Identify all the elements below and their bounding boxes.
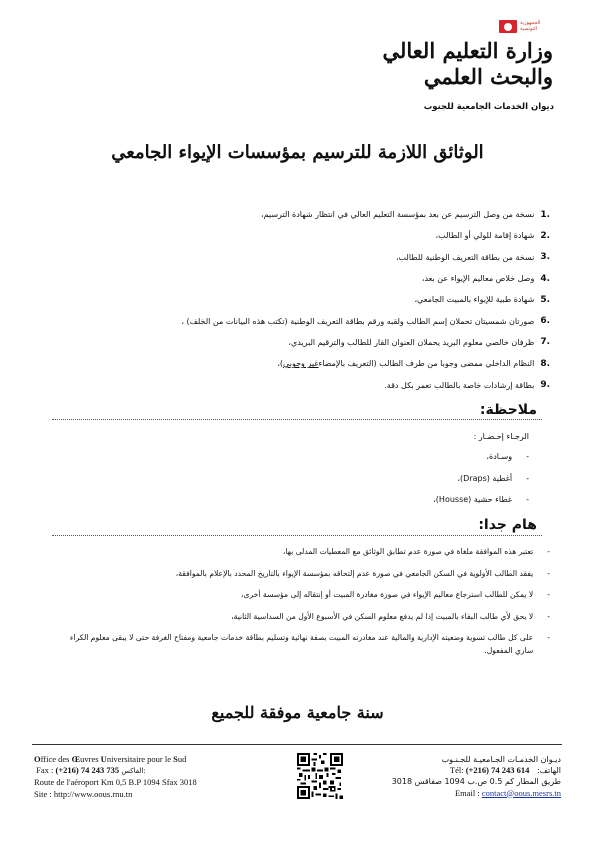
footer-french <box>34 754 284 800</box>
list-item: 8. النظام الداخلي ممضى وجوبا من طرف الطالب (التعريف بالإمضاء غير وجوبي )، <box>277 358 550 369</box>
tunisia-flag-icon <box>499 20 517 33</box>
ministry-line-2: والبحث العلمي <box>423 64 553 89</box>
motto: سنة جامعية موفقة للجميع <box>211 703 384 722</box>
list-item: - لا يمكن للطالب استرجاع معاليم الإيواء في صورة مغادرة المبيت أو إنتقاله إلى مؤسسة أخرى، <box>241 590 550 599</box>
important-heading: هام جدا: <box>478 517 537 533</box>
qr-code-icon <box>297 753 343 799</box>
note-list <box>229 446 529 511</box>
list-item: - أغطية (Draps)، <box>457 473 529 483</box>
list-item: 4. وصل خلاص معاليم الإيواء عن بعد، <box>421 273 550 284</box>
list-item: 6. صورتان شمسيتان تحملان إسم الطالب ولقبه ورقم بطاقة التعريف الوطنية (تكتب هذه البيانات من الخلف) ، <box>181 316 550 327</box>
site-link[interactable]: http://www.oous.rnu.tn <box>53 788 133 799</box>
divider <box>52 419 542 420</box>
office-name-french: Office des Œuvres Universitaire pour le Sud <box>34 754 187 764</box>
office-name-arabic: ديوان الخدمات الجامعية للجنوب <box>423 102 554 112</box>
ministry-logo <box>333 38 553 90</box>
address-french: Route de l'aéroport Km 0,5 B.P 1094 Sfax 3018 <box>34 777 197 788</box>
list-item: - على كل طالب تسوية وضعيته الإدارية والمالية عند مغادرته المبيت بصفة نهائية وتسليم بطاقة خدمات جامعية ومفتاح الغرفة حتى لا يبقى معلوم الكراء ساري المفعول. <box>69 633 550 655</box>
ministry-line-1: وزارة التعليم العالي <box>382 38 553 63</box>
note-intro: الرجـاء إحـضـار : <box>473 432 529 441</box>
list-item: - يفقد الطالب الأولوية في السكن الجامعي في صورة عدم إلتحاقه بمؤسسة الإيواء بالتاريخ المحدد بالإعلام بالموافقة، <box>175 568 550 578</box>
footer-divider <box>32 744 562 745</box>
list-item: 3. نسخة من بطاقة التعريف الوطنية للطالب، <box>395 252 550 263</box>
list-item: 2. شهادة إقامة للولي أو الطالب، <box>435 230 550 241</box>
tel-line: الهاتف: Tél: (+216) 74 243 614 <box>449 765 561 776</box>
footer-arabic <box>361 754 561 799</box>
email-link[interactable]: contact@oous.mesrs.tn <box>481 787 561 798</box>
important-list <box>50 545 550 666</box>
email-line: Email : contact@oous.mesrs.tn <box>454 787 561 798</box>
list-item: 9. بطاقة إرشادات خاصة بالطالب تعمر بكل دقة. <box>384 380 550 391</box>
list-item: - غطاء حشية (Housse)، <box>433 495 529 505</box>
required-documents-list <box>70 204 550 396</box>
list-item: - وسـادة، <box>486 452 529 462</box>
list-item: - تعتبر هذه الموافقة ملغاة في صورة عدم تطابق الوثائق مع المعطيات المدلى بها، <box>282 547 550 556</box>
office-name-arabic-footer: ديـوان الخدمـات الجـامعيـة للجـنـوب <box>441 755 561 764</box>
note-heading: ملاحظة: <box>479 402 537 418</box>
fax-line: Fax : (+216) 74 243 735 الفاكس: <box>36 765 146 776</box>
republic-label: الجمهورية التونسية <box>520 20 541 32</box>
list-item: 1. نسخة من وصل الترسيم عن بعد بمؤسسة التعليم العالي في انتظار شهادة الترسيم، <box>261 209 550 220</box>
address-arabic: طريق المطار كم 0.5 ص.ب 1094 صفاقس 3018 <box>391 777 561 787</box>
list-item: - لا يحق لأي طالب البقاء بالمبيت إذا لم يدفع معلوم السكن في الأسبوع الأول من السداسية الثانية، <box>231 611 550 621</box>
site-line: Site : http://www.oous.rnu.tn <box>34 788 133 799</box>
list-item: 7. ظرفان خالصي معلوم البريد يحملان العنوان القار للطالب والترقيم البريدي، <box>288 337 550 348</box>
list-item: 5. شهادة طبية للإيواء بالمبيت الجامعي، <box>414 294 550 305</box>
page-title: الوثائق اللازمة للترسيم بمؤسسات الإيواء الجامعي <box>111 142 484 163</box>
divider <box>52 535 542 536</box>
